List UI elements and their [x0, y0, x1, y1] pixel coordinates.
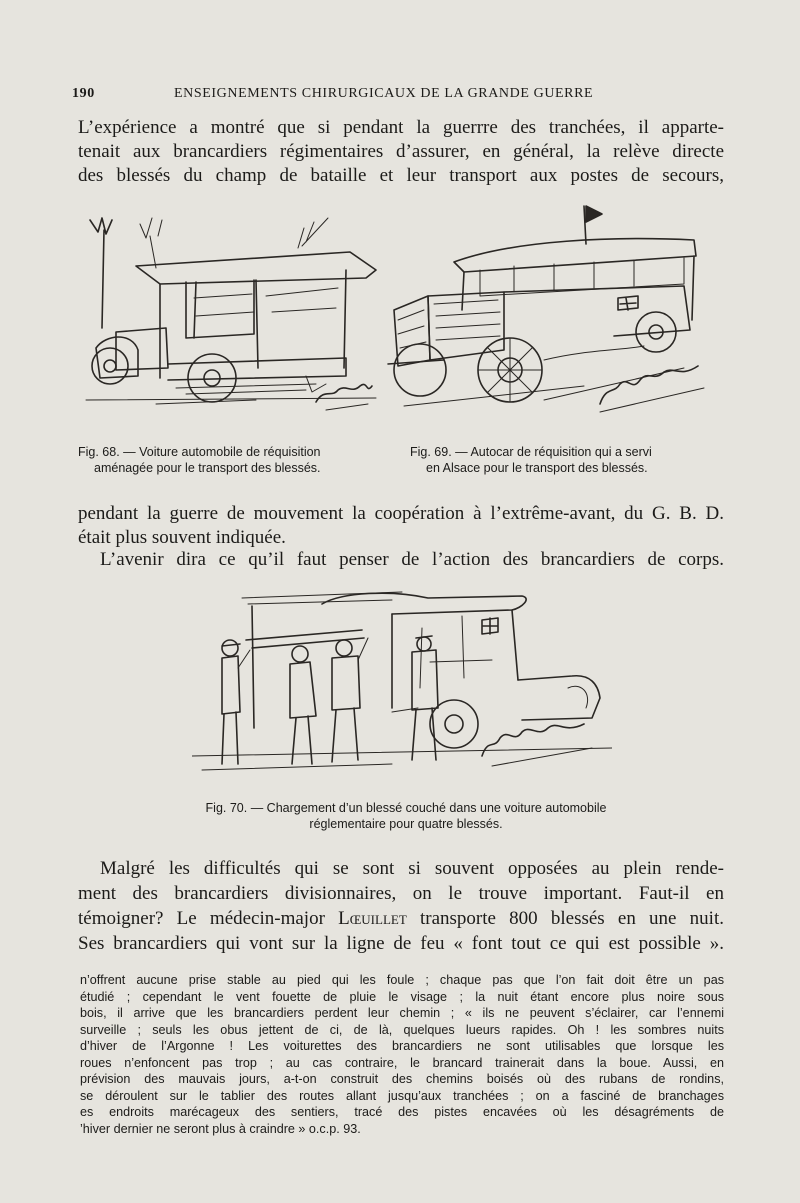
paragraph-2 [78, 502, 724, 550]
text-line: L’avenir dira ce qu’il faut penser de l’action des brancardiers de corps. [100, 549, 724, 570]
fig69-caption-line1: Fig. 69. — Autocar de réquisition qui a servi [410, 445, 652, 459]
footnote-line: surveille ; seuls les obus jettent de ci, de là, quelques lueurs rapides. Oh ! les sombres nuits [80, 1022, 724, 1037]
text-line: des blessés du champ de bataille et leur transport aux postes de secours, [78, 165, 724, 186]
text-fragment: transporte 800 blessés en une nuit. [406, 908, 724, 929]
person-name: Lœuillet [338, 908, 407, 929]
text-fragment: témoigner? Le médecin-major [78, 908, 339, 929]
paragraph-1 [78, 116, 724, 188]
footnote-line: n’offrent aucune prise stable au pied qui les foule ; chaque pas que l’on fait doit être un pas [80, 973, 724, 987]
fig68-caption-line2: aménagée pour le transport des blessés. [94, 461, 321, 475]
page-header [72, 86, 724, 106]
fig70-caption-line1: Fig. 70. — Chargement d’un blessé couché dans une voiture automobile [205, 801, 607, 815]
fig70-illustration [192, 588, 612, 794]
paragraph-4 [78, 856, 724, 956]
footnote-line: prévision des mauvais jours, a-t-on construit des chemins boisés où des rubans de rondins, [80, 1072, 724, 1086]
text-line: tenait aux brancardiers régimentaires d’assurer, en général, la relève directe [78, 141, 724, 162]
text-line: pendant la guerre de mouvement la coopération à l’extrême-avant, du G. B. D. [78, 503, 724, 524]
paragraph-3 [78, 548, 724, 572]
fig68-caption [78, 444, 321, 476]
footnote-line: bois, il arrive que les brancardiers perdent leur chemin ; « ils ne peuvent s’éclairer, car l’ennemi [80, 1006, 724, 1020]
text-line: Malgré les difficultés qui se sont si souvent opposées au plein rende- [100, 858, 724, 879]
footnote-line: se déroulent sur le tablier des routes allant jusqu’aux tranchées ; on a fasciné de branchages [80, 1088, 724, 1103]
footnote-line: roues n’enfoncent pas trop ; au cas contraire, le brancard trainerait dans la boue. Aussi, en [80, 1055, 724, 1070]
fig69-caption [410, 444, 652, 476]
footnote-line: es endroits marécageux des sentiers, tracé des pistes encavées où les désagréments de [80, 1105, 724, 1119]
page-number: 190 [72, 86, 95, 101]
text-line: Ses brancardiers qui vont sur la ligne de feu « font tout ce qui est possible ». [78, 933, 724, 954]
text-line [78, 906, 724, 931]
fig68-illustration [76, 208, 386, 436]
fig69-illustration [384, 200, 714, 436]
footnote-line: d’hiver de l’Argonne ! Les voiturettes des brancardiers ne sont utilisables que lorsque les [80, 1039, 724, 1053]
text-line: était plus souvent indiquée. [78, 527, 286, 548]
running-title: ENSEIGNEMENTS CHIRURGICAUX DE LA GRANDE GUERRE [174, 86, 594, 101]
text-line: ment des brancardiers divisionnaires, on le trouve important. Faut-il en [78, 883, 724, 904]
fig70-caption-line2: réglementaire pour quatre blessés. [309, 817, 503, 831]
footnote-line: étudié ; cependant le vent fouette de pluie le visage ; la nuit étant encore plus noire sous [80, 989, 724, 1004]
fig68-caption-line1: Fig. 68. — Voiture automobile de réquisition [78, 445, 321, 459]
fig69-caption-line2: en Alsace pour le transport des blessés. [426, 461, 648, 475]
text-line: L’expérience a montré que si pendant la guerrre des tranchées, il apparte- [78, 117, 724, 138]
fig70-caption [146, 800, 666, 832]
footnote-line: ’hiver dernier ne seront plus à craindre » o.c.p. 93. [80, 1121, 361, 1136]
footnote [80, 972, 724, 1137]
